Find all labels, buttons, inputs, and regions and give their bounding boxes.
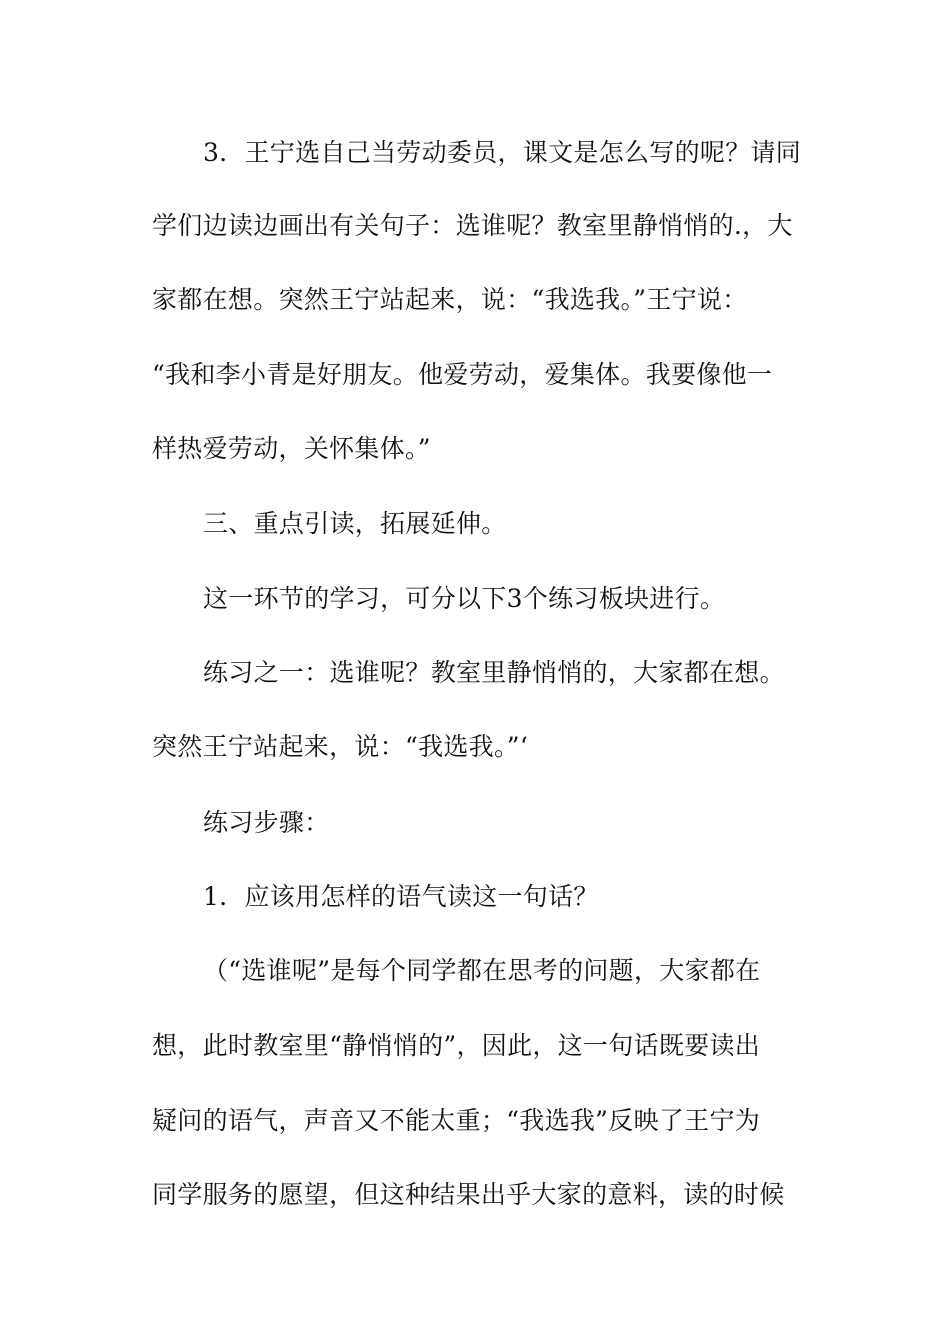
text-line: 样热爱劳动，关怀集体。” [152,434,431,463]
text-line: 练习步骤： [203,808,330,837]
text-line: “我和李小青是好朋友。他爱劳动，爱集体。我要像他一 [152,360,773,389]
section-heading: 三、重点引读，拓展延伸。 [203,509,507,538]
text-line: 练习之一：选谁呢？教室里静悄悄的，大家都在想。 [203,658,785,687]
text-line: （“选谁呢”是每个同学都在思考的问题，大家都在 [203,956,761,985]
text-line: 1．应该用怎样的语气读这一句话？ [203,882,599,911]
text-line: 同学服务的愿望，但这种结果出乎大家的意料，读的时候 [152,1180,785,1209]
text-line: 家都在想。突然王宁站起来，说：“我选我。”王宁说： [152,285,748,314]
text-line: 突然王宁站起来，说：“我选我。”‘ [152,732,529,761]
text-line: 想，此时教室里“静悄悄的”，因此，这一句话既要读出 [152,1031,761,1060]
text-line: 3．王宁选自己当劳动委员，课文是怎么写的呢？请同 [203,138,802,167]
text-line: 这一环节的学习，可分以下3个练习板块进行。 [203,584,726,613]
text-line: 疑问的语气，声音又不能太重；“我选我”反映了王宁为 [152,1106,761,1135]
text-line: 学们边读边画出有关句子：选谁呢？教室里静悄悄的.，大 [152,211,793,240]
